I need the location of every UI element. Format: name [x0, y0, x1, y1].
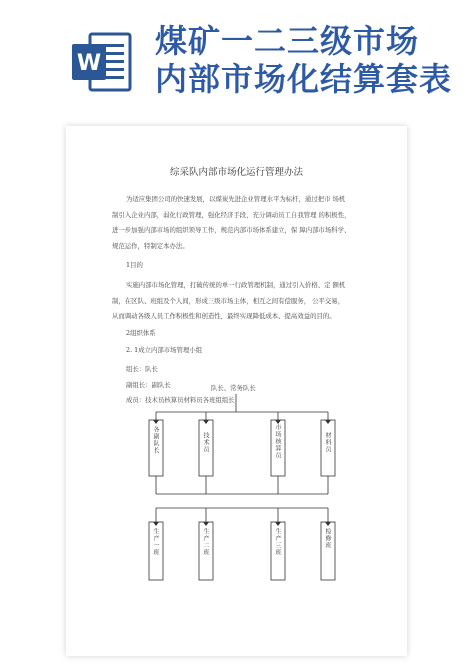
org-label-shift3: 生产三班: [274, 528, 281, 556]
members-line: 成员：技术员核算员材料员各班组组长: [126, 396, 235, 405]
org-label-technician: 技术员: [202, 432, 209, 453]
leader-line: 组长：队长: [126, 365, 158, 373]
org-label-material: 材料员: [324, 432, 331, 453]
purpose-line: 制，在区队、班组及个人间，形成三级市场主体，相互之间有偿服务， 公平交易，: [112, 296, 345, 305]
org-label-accountant: 市场核算员: [274, 424, 281, 459]
org-chart: [66, 126, 407, 656]
intro-line: 为适应集团公司的快速发展，以煤炭先进企业管理水平为标杆，通过把市 场机: [126, 195, 346, 203]
banner-title: [155, 22, 465, 98]
org-label-deputy: 各副队长: [152, 426, 159, 454]
purpose-line: 实施内部市场化管理，打破传统的单一行政管理机制，通过引入价格、定 额机: [126, 281, 346, 289]
section-heading-org: 2组织体系: [126, 329, 156, 337]
banner-title-line2: 内部市场化结算套表: [155, 60, 453, 98]
vice-leader-line: 副组长：副队长: [126, 380, 171, 389]
intro-line: 规范运作，特制定本办法。: [112, 241, 189, 250]
org-label-maintenance: 检修班: [324, 528, 331, 549]
org-label-shift2: 生产二班: [202, 528, 209, 556]
section-heading-purpose: 1目的: [126, 261, 143, 269]
document-page: [66, 126, 407, 656]
intro-line: 制引入企业内部，弱化行政管理，强化经济手段，充分调动员工自我管理 的积极性，: [112, 210, 351, 219]
header-banner: [0, 0, 474, 112]
section-heading-committee: 2. 1成立内部市场管理小组: [126, 346, 203, 354]
svg-text:W: W: [76, 51, 102, 76]
org-chart-top-label: 队长、常务队长: [211, 384, 256, 392]
banner-title-line1: 煤矿一二三级市场: [155, 22, 420, 60]
word-doc-icon: [70, 30, 134, 94]
org-label-shift1: 生产一班: [152, 528, 159, 556]
purpose-line: 从而调动各级人员工作积极性和创造性，最终实现降低成本、提高效益的目的。: [112, 312, 336, 321]
document-title: 综采队内部市场化运行管理办法: [169, 167, 303, 178]
intro-line: 进一步加强内部市场的组织领导工作，规范内部市场体系建立，保 障内部市场科学、: [112, 226, 351, 235]
